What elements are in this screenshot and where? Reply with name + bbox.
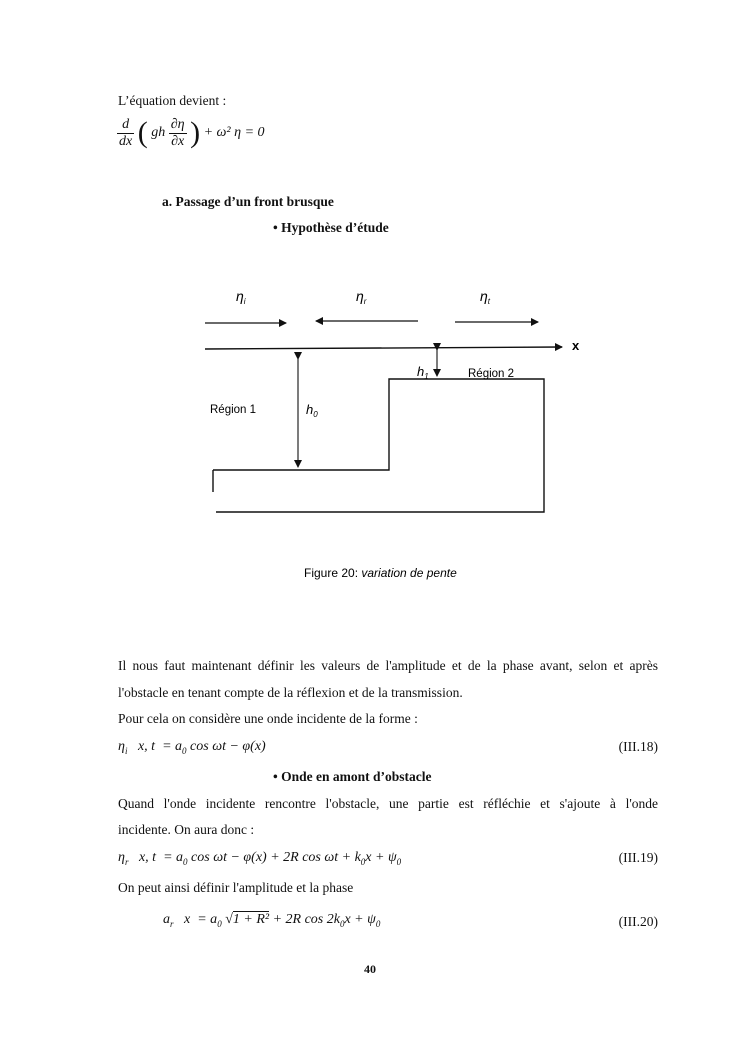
eq-args: x, t <box>137 739 156 754</box>
equation-rest: + ω² η = 0 <box>203 125 265 141</box>
eq-lhs: η <box>118 739 125 754</box>
eq-rest: + 2R cos 2k <box>269 912 340 927</box>
label-eta-r: $\eta_r$ <box>356 288 367 306</box>
eq-k-sub: 0 <box>339 918 345 929</box>
paragraph-line: Il nous faut maintenant définir les valeurs de l'amplitude et de la phase avant, selon et après <box>118 658 658 673</box>
gh-term: gh <box>151 125 166 141</box>
sqrt-content: 1 + R² <box>232 912 270 927</box>
intro-text: L’équation devient : <box>118 93 227 108</box>
fraction-denominator: ∂x <box>171 133 185 149</box>
eq-rhs: = a <box>162 739 183 754</box>
eq-rhs-sub: 0 <box>217 918 222 929</box>
x-axis <box>205 347 562 349</box>
label-h1: $h_1$ <box>417 364 429 381</box>
eq-psi-sub: 0 <box>396 856 402 867</box>
paragraph-line: Pour cela on considère une onde incidente de la forme : <box>118 711 418 726</box>
eq-lhs-sub: r <box>124 856 129 867</box>
fraction-d-dx <box>117 117 134 150</box>
equation-number-18: (III.18) <box>618 739 658 754</box>
eq-rhs-sub: 0 <box>183 856 188 867</box>
page-number: 40 <box>364 962 376 976</box>
eq-rhs: = a <box>163 850 184 865</box>
equation-number-19: (III.19) <box>618 850 658 865</box>
eq-lhs-sub: r <box>170 918 174 929</box>
label-region-1: Région 1 <box>210 404 257 416</box>
eq-tail: x + ψ <box>344 912 376 927</box>
equation-III-19 <box>118 850 401 867</box>
paragraph-line: l'obstacle en tenant compte de la réflexion et de la transmission. <box>118 685 463 700</box>
label-region-2: Région 2 <box>468 368 515 380</box>
paragraph-line: Quand l'onde incidente rencontre l'obstacle, une partie est réfléchie et s'ajoute à l'onde <box>118 796 658 811</box>
eq-args: x, t <box>138 850 157 865</box>
paragraph-line: On peut ainsi définir l'amplitude et la phase <box>118 880 354 895</box>
equation-wave <box>117 116 265 150</box>
eq-lhs: a <box>163 912 170 927</box>
eq-rest: cos ωt − φ(x) + 2R cos ωt + k <box>191 850 361 865</box>
paren-open: ( <box>137 116 148 149</box>
label-eta-t: $\eta_t$ <box>480 288 491 306</box>
equation-number-20: (III.20) <box>618 914 658 929</box>
fraction-numerator: ∂η <box>170 116 185 132</box>
eq-rhs: = a <box>197 912 218 927</box>
bullet-heading-hypothese: • Hypothèse d’étude <box>273 220 389 235</box>
figure-step-diagram <box>0 280 744 580</box>
figure-caption: Figure 20: variation de pente <box>304 566 457 580</box>
equation-III-18 <box>118 739 658 756</box>
fraction-deta-dx <box>169 117 187 150</box>
label-h0: $h_0$ <box>306 402 318 419</box>
label-eta-i: $\eta_i$ <box>236 288 246 306</box>
eq-tail: x + ψ <box>365 850 397 865</box>
bottom-profile <box>213 379 544 512</box>
paragraph-line: incidente. On aura donc : <box>118 822 255 837</box>
eq-k-sub: 0 <box>360 856 366 867</box>
paren-close: ) <box>190 116 201 149</box>
eq-lhs: η <box>118 850 125 865</box>
eq-rhs-sub: 0 <box>182 745 187 756</box>
axis-x-label: x <box>572 338 580 353</box>
eq-lhs-sub: i <box>124 745 128 756</box>
equation-III-20 <box>163 912 380 929</box>
fraction-denominator: dx <box>119 133 133 149</box>
fraction-numerator: d <box>117 117 134 134</box>
section-heading: a. Passage d’un front brusque <box>162 194 334 209</box>
sqrt-sign: √ <box>225 912 233 927</box>
bullet-heading-amont: • Onde en amont d’obstacle <box>273 769 432 784</box>
eq-args: x <box>184 912 191 927</box>
eq-psi-sub: 0 <box>375 918 381 929</box>
eq-rest: cos ωt − φ(x) <box>190 739 266 754</box>
